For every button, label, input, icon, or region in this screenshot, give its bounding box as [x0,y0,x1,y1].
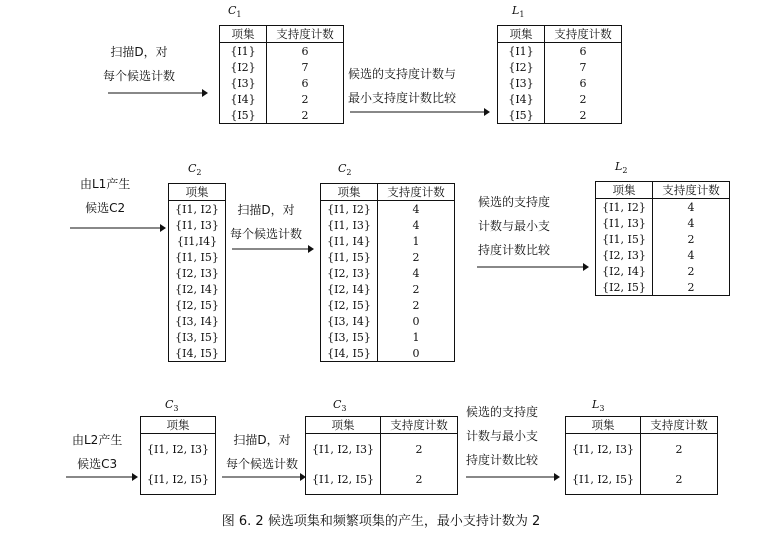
table-row [169,297,226,313]
table-row [169,265,226,281]
table-row [220,59,344,75]
itemset-cell: {I3, I4} [175,314,219,328]
arrow-compare-l2 [477,262,589,272]
support-count-cell: 4 [412,202,420,216]
support-count-cell: 2 [412,298,420,312]
itemset-cell: {I4, I5} [321,345,378,362]
table-title-l2: $L_2$ [615,160,628,176]
itemset-cell: {I3, I4} [321,313,378,329]
note-scan-d-row2: 扫描D，对 每个候选计数 [230,203,303,241]
arrow-compare-l1 [350,107,490,117]
itemset-cell: {I4, I5} [175,346,219,360]
itemset-cell: {I2, I3} [321,265,378,281]
table-row [321,201,455,218]
table-row [169,281,226,297]
table-row [220,91,344,107]
table-title-c3a: $C_3$ [165,398,179,414]
itemset-cell: {I1, I3} [321,217,378,233]
table-row [321,217,455,233]
itemset-cell: {I4} [498,91,545,107]
note-generate-c2: 由L1产生 候选C2 [80,177,131,215]
itemset-cell: {I3} [220,75,267,91]
table-row [321,265,455,281]
table-row [220,107,344,124]
table-row [321,297,455,313]
itemset-cell: {I1, I4} [321,233,378,249]
table-row [498,91,622,107]
support-count-cell: 2 [687,264,695,278]
itemset-cell: {I1, I2, I5} [306,464,381,495]
table-row [321,233,455,249]
itemset-cell: {I1, I3} [596,215,653,231]
itemset-cell: {I2, I4} [596,263,653,279]
support-count-cell: 4 [687,248,695,262]
itemset-cell: {I2} [498,59,545,75]
table-row [169,345,226,362]
table-c2-candidates: 项集 {I1, I2} {I1, I3} {I1,I4} {I1, I5} {I2, I3} {I2, I4} {I2, I5} {I3, I4} {I3, I5} {I4, I5} [168,183,226,362]
table-row [141,464,216,495]
table-c1: 项集 支持度计数 {I1} 6 {I2} 7 {I3} 6 {I4} 2 {I5} 2 [219,25,344,124]
support-count-cell: 2 [675,472,683,486]
table-row [596,263,730,279]
table-title-c3b: $C_3$ [333,398,347,414]
itemset-cell: {I3, I5} [321,329,378,345]
table-row [141,434,216,465]
itemset-cell: {I1,I4} [176,234,218,248]
support-count-cell: 7 [301,60,309,74]
table-title-c2a: $C_2$ [188,162,202,178]
itemset-cell: {I2, I5} [596,279,653,296]
table-row [306,434,458,465]
support-count-cell: 4 [412,266,420,280]
table-row [306,464,458,495]
arrow-scan-c2 [232,244,314,254]
itemset-cell: {I1, I2} [321,201,378,218]
table-c3-counts: 项集 支持度计数 {I1, I2, I3} 2 {I1, I2, I5} 2 [305,416,458,495]
table-c3-candidates: 项集 {I1, I2, I3} {I1, I2, I5} [140,416,216,495]
support-count-cell: 2 [415,472,423,486]
itemset-cell: {I2, I3} [175,266,219,280]
note-compare-row3: 候选的支持度 计数与最小支 持度计数比较 [466,405,539,467]
table-title-l1: $L_1$ [512,4,525,20]
support-count-cell: 2 [579,92,587,106]
arrow-generate-c2 [70,223,166,233]
table-row [566,464,718,495]
itemset-cell: {I5} [498,107,545,124]
itemset-cell: {I1, I5} [596,231,653,247]
table-row [596,215,730,231]
support-count-cell: 4 [687,216,695,230]
table-l3: 项集 支持度计数 {I1, I2, I3} 2 {I1, I2, I5} 2 [565,416,718,495]
note-compare-row1: 候选的支持度计数与 最小支持度计数比较 [348,67,457,105]
support-count-cell: 2 [687,232,695,246]
table-title-c1: $C_1$ [228,4,242,20]
arrow-scan-c1 [108,88,208,98]
itemset-cell: {I1, I2} [175,202,219,216]
support-count-cell: 2 [675,442,683,456]
support-count-cell: 6 [579,44,587,58]
support-count-cell: 0 [412,346,420,360]
itemset-cell: {I2, I3} [596,247,653,263]
arrow-generate-c3 [66,472,138,482]
itemset-cell: {I2, I4} [175,282,219,296]
table-l1: 项集 支持度计数 {I1} 6 {I2} 7 {I3} 6 {I4} 2 {I5} 2 [497,25,622,124]
support-count-cell: 1 [412,234,420,248]
support-count-cell: 4 [687,200,695,214]
itemset-cell: {I4} [220,91,267,107]
arrow-compare-l3 [466,472,560,482]
table-row [169,217,226,233]
support-count-cell: 6 [579,76,587,90]
table-c2-counts: 项集 支持度计数 {I1, I2} 4 {I1, I3} 4 {I1, I4} 1 {I1, I5} 2 {I2, I3} 4 {I2, I4} 2 {I2, I5} 2 {I3, I4} 0 {I3, I5} 1 {I4, I5} 0 [320,183,455,362]
table-row [169,201,226,218]
table-row [566,434,718,465]
table-title-l3: $L_3$ [592,398,605,414]
itemset-cell: {I5} [220,107,267,124]
support-count-cell: 2 [579,108,587,122]
figure-caption: 图 6. 2 候选项集和频繁项集的产生，最小支持计数为 2 [221,514,541,529]
table-row [169,313,226,329]
itemset-cell: {I1, I2, I3} [306,434,381,465]
table-row [321,281,455,297]
itemset-cell: {I3, I5} [175,330,219,344]
itemset-cell: {I1, I2, I5} [566,464,641,495]
support-count-cell: 2 [301,108,309,122]
itemset-cell: {I2, I5} [175,298,219,312]
table-l2: 项集 支持度计数 {I1, I2} 4 {I1, I3} 4 {I1, I5} 2 {I2, I3} 4 {I2, I4} 2 {I2, I5} 2 [595,181,730,296]
table-row [169,233,226,249]
table-row [596,199,730,216]
arrow-scan-c3 [222,472,306,482]
table-row [596,231,730,247]
table-row [498,43,622,60]
table-row [321,345,455,362]
table-row [169,249,226,265]
table-row [596,279,730,296]
table-row [321,329,455,345]
itemset-cell: {I2, I4} [321,281,378,297]
note-scan-d-row3: 扫描D，对 每个候选计数 [226,433,299,471]
table-row [321,313,455,329]
support-count-cell: 4 [412,218,420,232]
table-row [169,329,226,345]
itemset-cell: {I1} [220,43,267,60]
itemset-cell: {I1} [498,43,545,60]
support-count-cell: 7 [579,60,587,74]
itemset-cell: {I1, I2} [596,199,653,216]
support-count-cell: 2 [415,442,423,456]
itemset-cell: {I1, I5} [321,249,378,265]
support-count-cell: 2 [687,280,695,294]
note-compare-row2: 候选的支持度 计数与最小支 持度计数比较 [478,195,551,257]
support-count-cell: 2 [412,282,420,296]
table-row [321,249,455,265]
support-count-cell: 2 [301,92,309,106]
note-generate-c3: 由L2产生 候选C3 [72,433,123,471]
table-row [220,75,344,91]
itemset-cell: {I2, I5} [321,297,378,313]
itemset-cell: {I1, I5} [175,250,219,264]
support-count-cell: 6 [301,44,309,58]
table-row [596,247,730,263]
itemset-cell: {I3} [498,75,545,91]
table-row [498,75,622,91]
itemset-cell: {I2} [220,59,267,75]
support-count-cell: 2 [412,250,420,264]
itemset-cell: {I1, I2, I3} [146,442,209,456]
itemset-cell: {I1, I3} [175,218,219,232]
table-row [498,59,622,75]
support-count-cell: 0 [412,314,420,328]
support-count-cell: 1 [412,330,420,344]
table-title-c2b: $C_2$ [338,162,352,178]
itemset-cell: {I1, I2, I3} [566,434,641,465]
table-row [220,43,344,60]
support-count-cell: 6 [301,76,309,90]
note-scan-d-row1: 扫描D，对 每个候选计数 [103,45,176,83]
table-row [498,107,622,124]
itemset-cell: {I1, I2, I5} [146,472,209,486]
